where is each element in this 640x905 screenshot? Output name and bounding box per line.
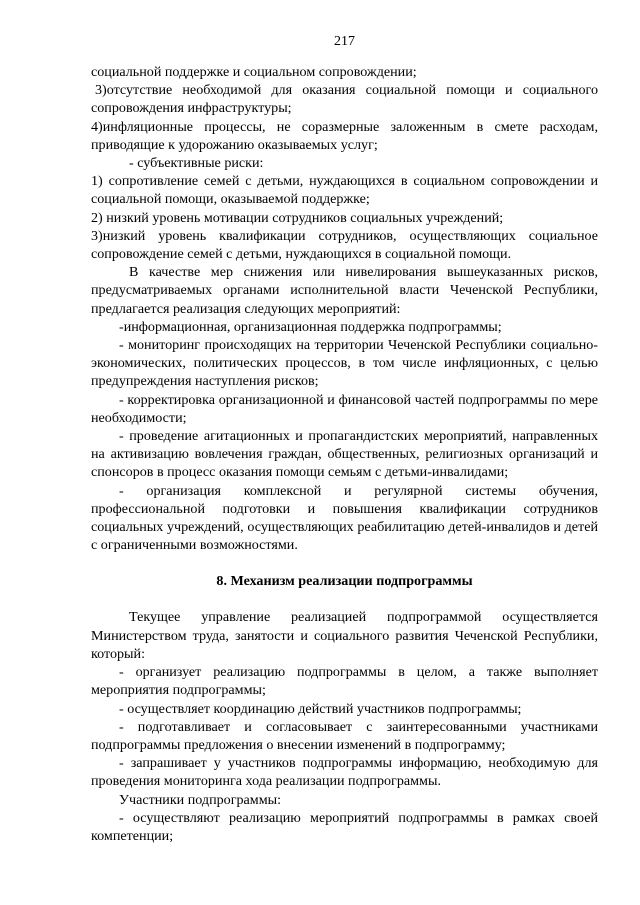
list-item-agitation-events: - проведение агитационных и пропагандистских мероприятий, направленных на активизацию вовлечения граждан, общественных, религиозных организаций и спонсоров в процесс оказания помощи семьям с детьми-инвалидами; [91,428,598,481]
section-heading: 8. Механизм реализации подпрограммы [216,573,473,590]
paragraph-risk-infrastructure: 3)отсутствие необходимой для оказания социальной помощи и социального сопровождения инфраструктуры; [91,82,598,117]
list-item-information-support: -информационная, организационная поддержка подпрограммы; [119,318,502,335]
list-item-participants-implement: - осуществляют реализацию мероприятий подпрограммы в рамках своей компетенции; [91,809,598,844]
list-item-correction: - корректировка организационной и финансовой частей подпрограммы по мере необходимости; [91,391,598,426]
paragraph-risk-family-resistance: 1) сопротивление семей с детьми, нуждающихся в социальном сопровождении и социальной помощи, оказываемой поддержке; [91,173,598,208]
list-item-organizes-implementation: - организует реализацию подпрограммы в целом, а также выполняет мероприятия подпрограммы; [91,664,598,699]
list-item-monitoring: - мониторинг происходящих на территории Чеченской Республики социально-экономических, политических процессов, в том числе инфляционных, с целью предупреждения наступления рисков; [91,337,598,390]
paragraph-social-support-end: социальной поддержке и социальном сопровождении; [91,64,417,80]
paragraph-participants-heading: Участники подпрограммы: [119,791,282,808]
paragraph-risk-mitigation-intro: В качестве мер снижения или нивелирования вышеуказанных рисков, предусматриваемых органами исполнительной власти Чеченской Республики, предлагается реализация следующих мероприятий: [91,264,598,317]
paragraph-risk-inflation: 4)инфляционные процессы, не соразмерные заложенным в смете расходам, приводящие к удорожанию оказываемых услуг; [91,118,598,153]
paragraph-current-management: Текущее управление реализацией подпрограммой осуществляется Министерством труда, занятости и социального развития Чеченской Республики, который: [91,609,598,662]
list-item-requests-information: - запрашивает у участников подпрограммы информацию, необходимую для проведения мониторинга хода реализации подпрограммы. [91,755,598,790]
paragraph-subjective-risks-heading: - субъективные риски: [129,155,264,172]
list-item-coordination: - осуществляет координацию действий участников подпрограммы; [119,700,522,717]
list-item-training-system: - организация комплексной и регулярной системы обучения, профессиональной подготовки и повышения квалификации сотрудников социальных учреждений, осуществляющих реабилитацию детей-инвалидов и детей с ограниченными возможностями. [91,482,598,554]
paragraph-risk-low-qualification: 3)низкий уровень квалификации сотрудников, осуществляющих социальное сопровождение семей с детьми, нуждающихся в социальной помощи. [91,227,598,263]
page-number: 217 [334,34,355,49]
paragraph-risk-low-motivation: 2) низкий уровень мотивации сотрудников социальных учреждений; [91,209,504,226]
list-item-prepares-proposals: - подготавливает и согласовывает с заинтересованными участниками подпрограммы предложения о внесении изменений в подпрограмму; [91,718,598,753]
